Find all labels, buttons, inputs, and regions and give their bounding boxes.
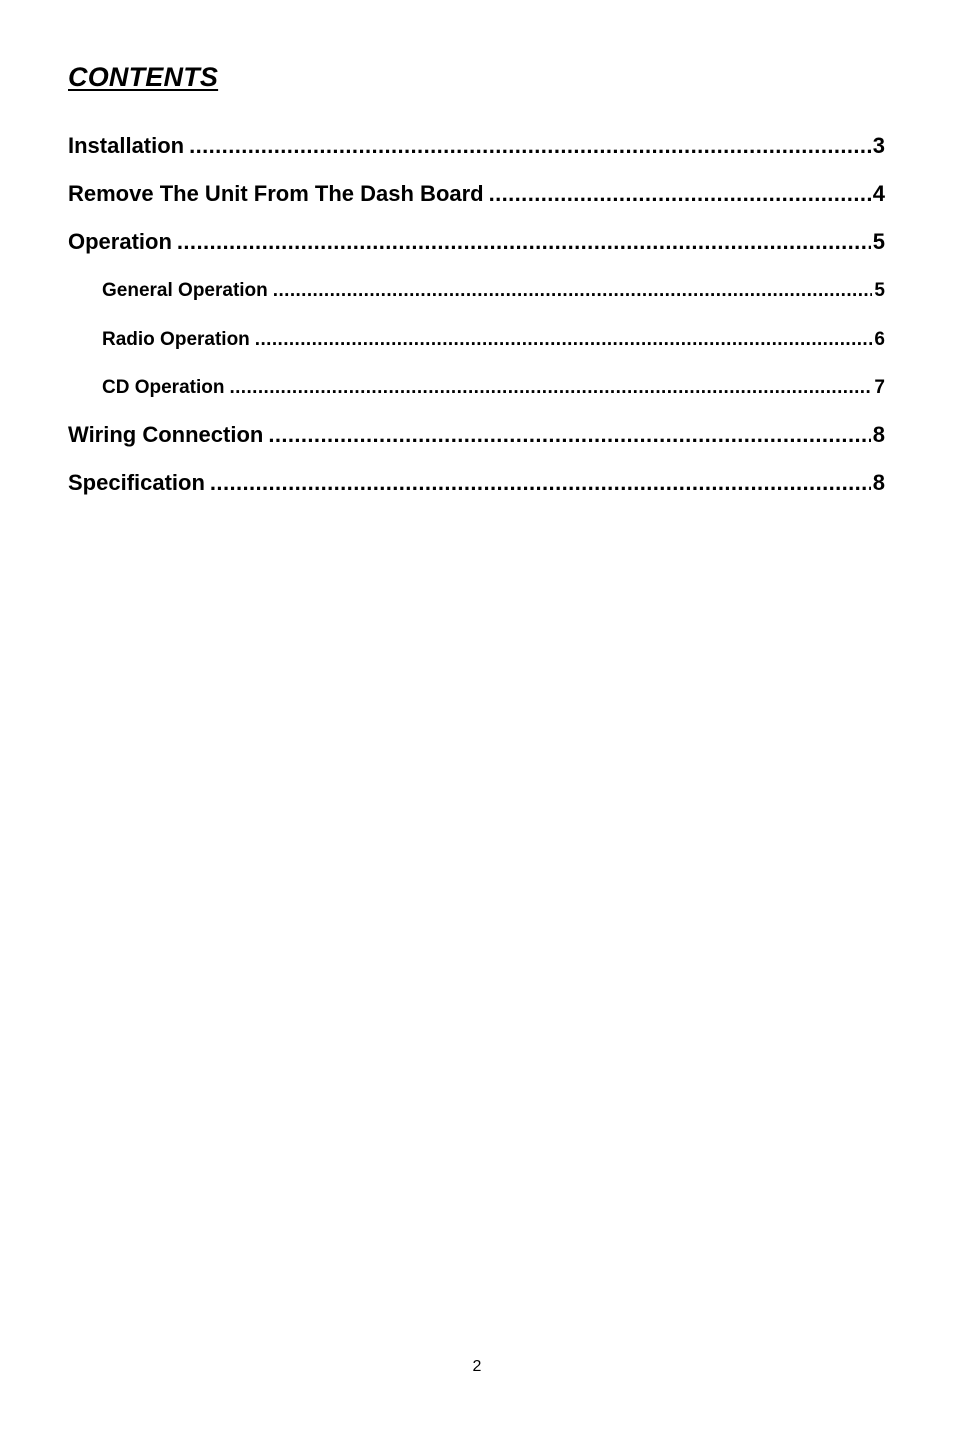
toc-entry-label: Radio Operation [102,329,250,350]
toc-entry-cd-operation[interactable] [102,375,885,401]
toc-entry-label: Remove The Unit From The Dash Board [68,181,484,206]
toc-entry-installation[interactable] [68,131,885,161]
dot-leader [177,227,871,257]
toc-entry-label: Specification [68,470,205,495]
toc-entry-page: 3 [872,133,885,158]
dot-leader [210,468,871,498]
toc-entry-specification[interactable] [68,468,885,498]
page-title: CONTENTS [68,62,219,92]
dot-leader [189,131,871,161]
dot-leader [489,179,871,209]
toc-entry-page: 7 [874,377,885,398]
toc-entry-label: Operation [68,229,172,254]
dot-leader [229,375,872,401]
toc-entry-page: 8 [872,470,885,495]
toc-entry-page: 5 [872,229,885,254]
toc-entry-page: 5 [874,280,885,301]
toc-entry-page: 4 [872,181,885,206]
toc-entry-label: CD Operation [102,377,225,398]
toc-entry-remove-unit[interactable] [68,179,885,209]
page-number: 2 [472,1358,482,1375]
toc-entry-page: 6 [874,329,885,350]
toc-entry-general-operation[interactable] [102,278,885,304]
toc-entry-label: Installation [68,133,185,158]
toc-entry-page: 8 [872,422,885,447]
toc-entry-radio-operation[interactable] [102,327,885,353]
toc-entry-label: General Operation [102,280,268,301]
toc-entry-wiring-connection[interactable] [68,420,885,450]
dot-leader [268,420,870,450]
toc-entry-operation[interactable] [68,227,885,257]
dot-leader [255,327,873,353]
toc-entry-label: Wiring Connection [68,422,264,447]
dot-leader [273,278,873,304]
